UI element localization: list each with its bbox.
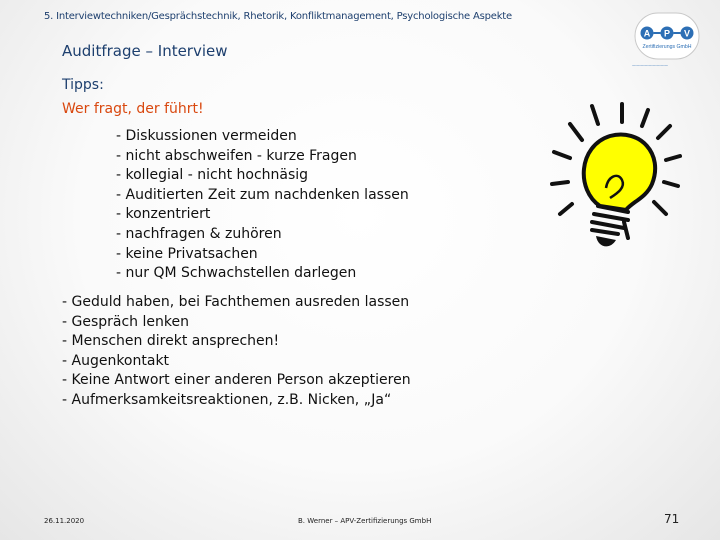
list-item: - nur QM Schwachstellen darlegen — [116, 265, 357, 282]
logo-company: Zertifizierungs GmbH — [642, 44, 692, 50]
logo-letter-p: P — [663, 28, 671, 39]
logo-letter-a: A — [643, 28, 651, 39]
lightbulb-icon — [548, 102, 684, 258]
logo-letter-v: V — [683, 28, 691, 39]
list-item: - Diskussionen vermeiden — [116, 128, 297, 144]
list-item: - nachfragen & zuhören — [116, 225, 282, 242]
footer-author: B. Werner – APV-Zertifizierungs GmbH — [298, 517, 432, 525]
list-item: - nicht abschweifen - kurze Fragen — [116, 147, 357, 164]
footer-date: 26.11.2020 — [44, 517, 85, 525]
logo-tagline: ————————— — [632, 63, 668, 68]
slide-subtitle: Wer fragt, der führt! — [62, 101, 204, 117]
list-item: - kollegial - nicht hochnäsig — [116, 167, 309, 184]
list-item: - Keine Antwort einer anderen Person akzeptieren — [62, 372, 411, 389]
section-header: 5. Interviewtechniken/Gesprächstechnik, Rhetorik, Konfliktmanagement, Psychologische Aspekte — [44, 11, 512, 22]
slide-title: Auditfrage – Interview — [62, 42, 228, 60]
list-item: - Geduld haben, bei Fachthemen ausreden lassen — [62, 294, 410, 310]
list-item: - konzentriert — [116, 206, 211, 223]
list-item: - Aufmerksamkeitsreaktionen, z.B. Nicken, „Ja“ — [62, 391, 392, 408]
list-item: - Augenkontakt — [62, 352, 170, 369]
tips-indented-list — [116, 127, 409, 284]
page-number: 71 — [664, 512, 680, 526]
list-item: - keine Privatsachen — [116, 245, 258, 262]
list-item: - Menschen direkt ansprechen! — [62, 333, 280, 350]
tips-main-list — [62, 293, 411, 411]
list-item: - Auditierten Zeit zum nachdenken lassen — [116, 186, 409, 203]
list-item: - Gespräch lenken — [62, 313, 189, 330]
tipps-label: Tipps: — [62, 77, 104, 93]
